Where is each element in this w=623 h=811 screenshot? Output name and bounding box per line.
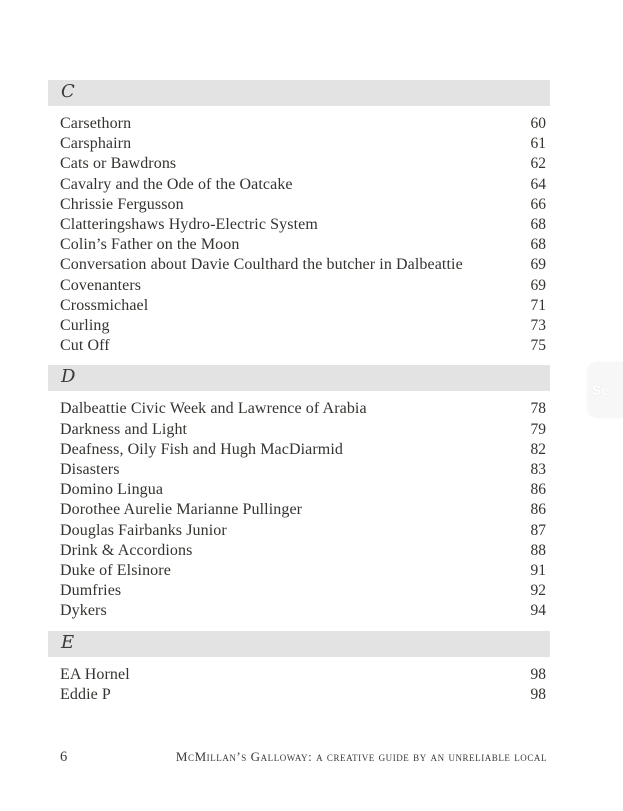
entry-title: EA Hornel xyxy=(60,665,130,683)
toc-entry xyxy=(48,561,550,581)
section-letter: E xyxy=(61,631,75,653)
section-letter-band xyxy=(48,80,550,106)
entry-title: Dorothee Aurelie Marianne Pullinger xyxy=(60,501,303,519)
entry-page-number: 82 xyxy=(530,440,546,458)
toc-entry xyxy=(48,114,550,134)
entry-title: Cats or Bawdrons xyxy=(60,155,177,173)
section-letter: C xyxy=(61,81,75,102)
entry-title: Carsphairn xyxy=(60,135,132,153)
entry-title: Cavalry and the Ode of the Oatcake xyxy=(60,175,293,193)
toc-entry xyxy=(48,215,550,235)
section-letter: D xyxy=(61,366,76,388)
entry-page-number: 98 xyxy=(530,665,546,683)
entry-page-number: 75 xyxy=(530,337,546,355)
entry-page-number: 94 xyxy=(530,602,546,620)
toc-entry xyxy=(48,541,550,561)
entry-title: Eddie P xyxy=(60,685,111,703)
entry-title: Darkness and Light xyxy=(60,420,188,438)
entry-title: Dumfries xyxy=(60,582,122,600)
section-entries xyxy=(48,106,550,356)
entry-page-number: 60 xyxy=(530,115,546,132)
toc-entry xyxy=(48,460,550,480)
entry-title: Duke of Elsinore xyxy=(60,562,171,580)
toc-entry xyxy=(48,685,550,705)
entry-title: Drink & Accordions xyxy=(60,541,193,559)
entry-page-number: 78 xyxy=(530,400,546,418)
entry-title: Dalbeattie Civic Week and Lawrence of Arabia xyxy=(60,400,367,418)
entry-page-number: 86 xyxy=(530,481,546,499)
toc-entry xyxy=(48,665,550,685)
toc-entry xyxy=(48,521,550,541)
running-title: McMillan’s Galloway: a creative guide by an unreliable local xyxy=(175,749,547,764)
toc-section xyxy=(48,80,550,356)
entry-title: Crossmichael xyxy=(60,296,149,314)
toc-entry xyxy=(48,175,550,195)
entry-page-number: 83 xyxy=(530,461,546,479)
folio-page-number: 6 xyxy=(60,749,68,765)
entry-page-number: 91 xyxy=(530,562,546,580)
toc-entry xyxy=(48,581,550,601)
entry-page-number: 64 xyxy=(530,175,546,193)
toc-entry xyxy=(48,296,550,316)
entry-page-number: 66 xyxy=(530,195,546,213)
toc-section xyxy=(48,365,550,621)
toc-entry xyxy=(48,399,550,419)
toc-entry xyxy=(48,480,550,500)
entry-title: Cut Off xyxy=(60,337,110,355)
entry-page-number: 61 xyxy=(530,135,546,153)
toc-entry xyxy=(48,195,550,215)
toc-entry xyxy=(48,316,550,336)
entry-title: Curling xyxy=(60,317,110,335)
toc-entry xyxy=(48,440,550,460)
entry-title: Deafness, Oily Fish and Hugh MacDiarmid xyxy=(60,440,343,458)
toc-entry xyxy=(48,601,550,621)
entry-page-number: 98 xyxy=(530,685,546,703)
entry-title: Covenanters xyxy=(60,276,142,294)
entry-page-number: 68 xyxy=(530,236,546,254)
entry-page-number: 79 xyxy=(530,420,546,438)
toc-entry xyxy=(48,154,550,174)
entry-title: Clatteringshaws Hydro-Electric System xyxy=(60,216,318,234)
toc-entry xyxy=(48,134,550,154)
side-overlay-label: Se xyxy=(592,382,610,398)
section-letter-band xyxy=(48,631,550,657)
entry-page-number: 68 xyxy=(530,216,546,234)
toc-entry xyxy=(48,500,550,520)
toc-entry xyxy=(48,235,550,255)
section-entries xyxy=(48,391,550,621)
entry-title: Dykers xyxy=(60,602,107,620)
entry-title: Disasters xyxy=(60,461,120,479)
side-overlay-button[interactable] xyxy=(587,362,623,418)
entry-title: Domino Lingua xyxy=(60,481,164,499)
toc-entry xyxy=(48,276,550,296)
toc-entry xyxy=(48,420,550,440)
entry-page-number: 92 xyxy=(530,582,546,600)
entry-page-number: 69 xyxy=(530,276,546,294)
entry-title: Conversation about Davie Coulthard the butcher in Dalbeattie xyxy=(60,256,463,274)
toc-entry xyxy=(48,255,550,275)
entry-page-number: 62 xyxy=(530,155,546,173)
entry-title: Colin’s Father on the Moon xyxy=(60,236,240,254)
entry-title: Chrissie Fergusson xyxy=(60,195,184,213)
entry-page-number: 87 xyxy=(530,521,546,539)
entry-page-number: 71 xyxy=(530,296,546,314)
toc xyxy=(48,80,550,714)
toc-entry xyxy=(48,336,550,356)
page-footer xyxy=(48,749,550,766)
entry-title: Carsethorn xyxy=(60,115,132,132)
entry-title: Douglas Fairbanks Junior xyxy=(60,521,227,539)
entry-page-number: 88 xyxy=(530,541,546,559)
section-letter-band xyxy=(48,365,550,391)
section-entries xyxy=(48,657,550,705)
entry-page-number: 86 xyxy=(530,501,546,519)
toc-section xyxy=(48,631,550,705)
entry-page-number: 69 xyxy=(530,256,546,274)
entry-page-number: 73 xyxy=(530,317,546,335)
